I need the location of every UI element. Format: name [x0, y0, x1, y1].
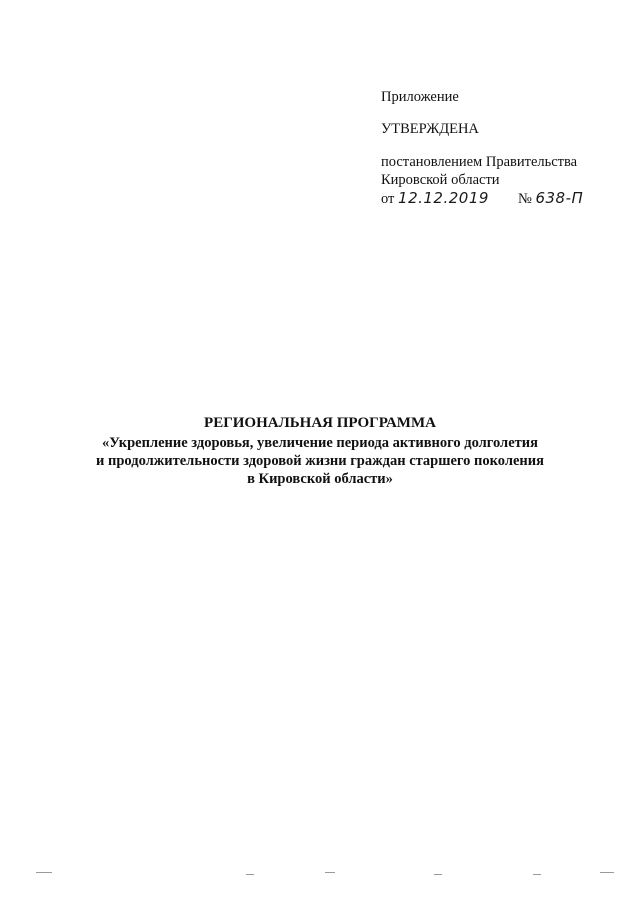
decree-date	[381, 189, 489, 208]
handwritten-date: 12.12.2019	[398, 189, 489, 207]
scan-speck	[434, 874, 442, 875]
appendix-label: Приложение	[381, 89, 459, 105]
program-heading: РЕГИОНАЛЬНАЯ ПРОГРАММА	[204, 415, 436, 431]
number-prefix: №	[518, 191, 532, 207]
program-title-line-3: в Кировской области»	[247, 471, 393, 487]
date-prefix: от	[381, 191, 395, 207]
approved-label: УТВЕРЖДЕНА	[381, 121, 479, 137]
scan-speck	[533, 874, 541, 875]
scan-speck	[600, 872, 614, 873]
approval-stamp	[381, 88, 631, 209]
scan-speck	[36, 872, 52, 873]
decree-line-1: постановлением Правительства	[381, 154, 578, 170]
scan-speck	[246, 874, 254, 875]
program-title-block	[0, 414, 640, 488]
decree-number	[518, 189, 583, 208]
handwritten-number: 638-П	[535, 189, 584, 207]
decree-line-2: Кировской области	[381, 172, 500, 188]
program-title-line-2: и продолжительности здоровой жизни граждан старшего поколения	[96, 453, 544, 469]
scan-speck	[325, 872, 335, 873]
program-title-line-1: «Укрепление здоровья, увеличение периода активного долголетия	[102, 435, 538, 451]
decree-date-number-row	[381, 189, 631, 209]
